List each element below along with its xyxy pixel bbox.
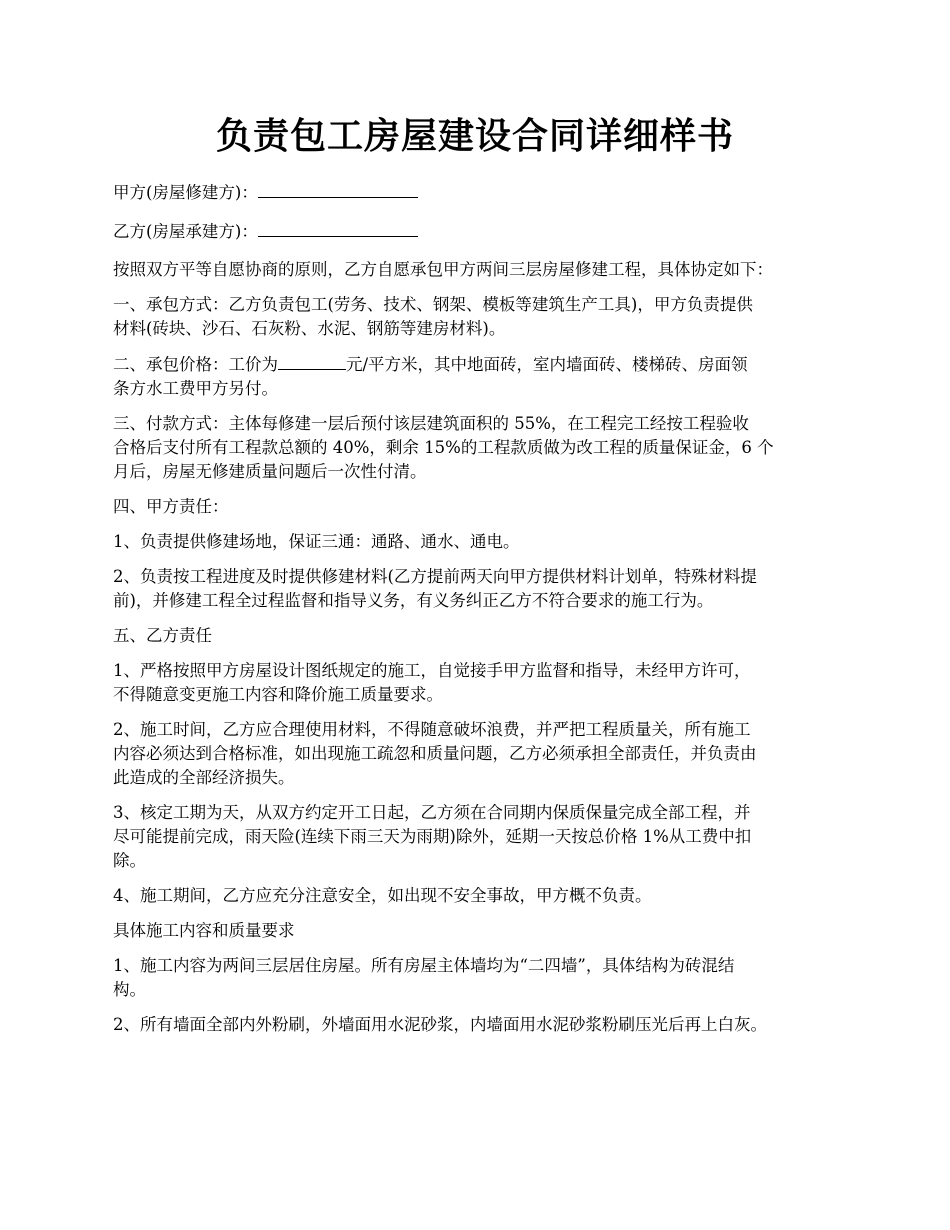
section-5-heading: 五、乙方责任 <box>113 626 212 645</box>
section-4-item-2-line: 前)，并修建工程全过程监督和指导义务，有义务纠正乙方不符合要求的施工行为。 <box>113 591 714 610</box>
section-5-item-3-line: 3、核定工期为天，从双方约定开工日起，乙方须在合同期内保质保量完成全部工程，并 <box>113 803 751 822</box>
party-a-label: 甲方(房屋修建方)： <box>113 183 258 202</box>
party-b-blank <box>258 219 418 237</box>
party-a-line <box>113 180 853 205</box>
section-1-line: 一、承包方式：乙方负责包工(劳务、技术、钢架、模板等建筑生产工具)，甲方负责提供 <box>113 295 753 314</box>
section-5-item-2 <box>113 718 853 790</box>
intro-paragraph: 按照双方平等自愿协商的原则，乙方自愿承包甲方两间三层房屋修建工程，具体协定如下： <box>113 260 773 279</box>
section-3-line: 月后，房屋无修建质量问题后一次性付清。 <box>113 462 427 481</box>
section-5-item-3 <box>113 801 853 873</box>
section-5-item-2-line: 2、施工时间，乙方应合理使用材料，不得随意破坏浪费，并严把工程质量关，所有施工 <box>113 720 751 739</box>
document-title: 负责包工房屋建设合同详细样书 <box>215 115 734 157</box>
party-b-label: 乙方(房屋承建方)： <box>113 222 258 241</box>
section-5-item-2-line: 此造成的全部经济损失。 <box>113 768 295 787</box>
section-4-item-1: 1、负责提供修建场地，保证三通：通路、通水、通电。 <box>113 532 520 551</box>
party-a-blank <box>258 180 418 198</box>
construction-item-1-line: 1、施工内容为两间三层居住房屋。所有房屋主体墙均为“二四墙”，具体结构为砖混结 <box>113 956 735 975</box>
construction-item-1 <box>113 954 853 1002</box>
section-2-line: 条方水工费甲方另付。 <box>113 379 278 398</box>
section-5-item-2-line: 内容必须达到合格标准，如出现施工疏忽和质量问题，乙方必须承担全部责任，并负责由 <box>113 744 757 763</box>
construction-item-1-line: 构。 <box>113 980 146 999</box>
section-4-heading: 四、甲方责任： <box>113 497 229 516</box>
price-label: 二、承包价格：工价为 <box>113 355 278 374</box>
section-1-line: 材料(砖块、沙石、石灰粉、水泥、钢筋等建房材料)。 <box>113 319 506 338</box>
price-blank <box>278 352 346 370</box>
section-5-item-1 <box>113 659 853 707</box>
section-3-paragraph <box>113 412 853 484</box>
construction-item-2: 2、所有墙面全部内外粉刷，外墙面用水泥砂浆，内墙面用水泥砂浆粉刷压光后再上白灰。 <box>113 1015 767 1034</box>
section-2-line <box>113 352 853 377</box>
price-unit-text: 元/平方米，其中地面砖，室内墙面砖、楼梯砖、房面领 <box>346 355 748 374</box>
section-5-item-4: 4、施工期间，乙方应充分注意安全，如出现不安全事故，甲方概不负责。 <box>113 886 652 905</box>
section-4-item-2 <box>113 565 853 613</box>
party-b-line <box>113 219 853 244</box>
section-5-item-1-line: 1、严格按照甲方房屋设计图纸规定的施工，自觉接手甲方监督和指导，未经甲方许可， <box>113 661 751 680</box>
section-1-paragraph <box>113 293 853 341</box>
section-5-item-3-line: 尽可能提前完成，雨天险(连续下雨三天为雨期)除外，延期一天按总价格 1%从工费中扣 <box>113 827 752 846</box>
section-5-item-1-line: 不得随意变更施工内容和降价施工质量要求。 <box>113 685 443 704</box>
document-body <box>113 180 853 1048</box>
construction-heading: 具体施工内容和质量要求 <box>113 921 295 940</box>
section-3-line: 合格后支付所有工程款总额的 40%，剩余 15%的工程款质做为改工程的质量保证金，6 个 <box>113 438 774 457</box>
section-3-line: 三、付款方式：主体每修建一层后预付该层建筑面积的 55%，在工程完工经按工程验收 <box>113 414 749 433</box>
section-4-item-2-line: 2、负责按工程进度及时提供修建材料(乙方提前两天向甲方提供材料计划单，特殊材料提 <box>113 567 757 586</box>
section-5-item-3-line: 除。 <box>113 851 146 870</box>
section-2-paragraph <box>113 352 853 401</box>
